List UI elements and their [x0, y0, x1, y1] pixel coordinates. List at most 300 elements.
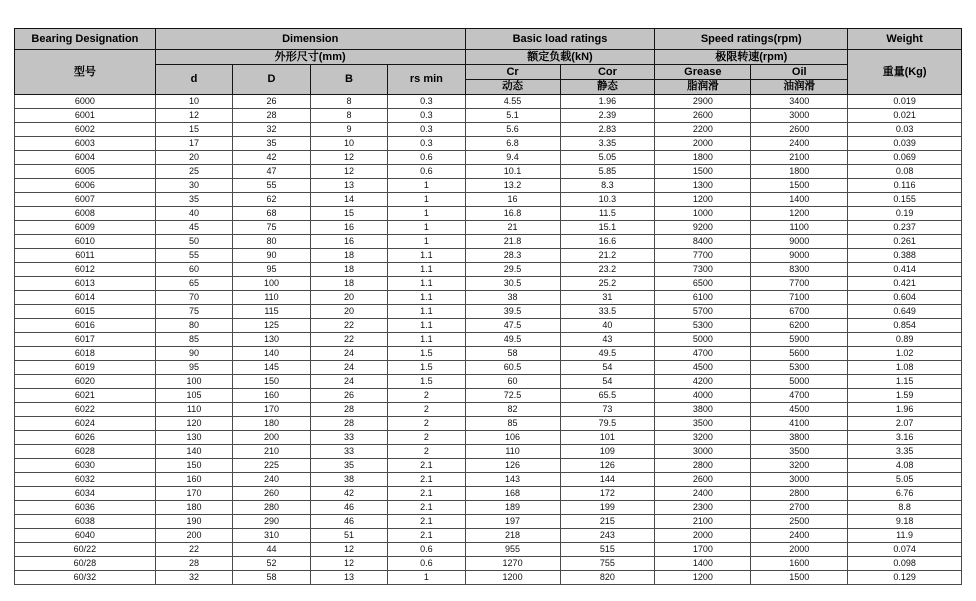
table-cell: 3.35: [848, 445, 962, 459]
table-cell: 9: [310, 123, 387, 137]
table-cell: 22: [310, 319, 387, 333]
table-cell: 140: [233, 347, 310, 361]
bearing-designation-cell: 6040: [15, 529, 156, 543]
table-row: [15, 305, 962, 319]
table-cell: 3000: [751, 109, 848, 123]
table-cell: 143: [465, 473, 560, 487]
table-cell: 20: [310, 305, 387, 319]
table-cell: 12: [310, 151, 387, 165]
table-cell: 126: [560, 459, 655, 473]
table-cell: 180: [155, 501, 232, 515]
table-cell: 0.854: [848, 319, 962, 333]
table-cell: 0.3: [388, 95, 465, 109]
bearing-designation-cell: 6017: [15, 333, 156, 347]
table-cell: 1.1: [388, 291, 465, 305]
table-cell: 2000: [751, 543, 848, 557]
table-row: [15, 137, 962, 151]
table-cell: 5000: [751, 375, 848, 389]
table-cell: 1.5: [388, 375, 465, 389]
table-cell: 33: [310, 445, 387, 459]
table-row: [15, 557, 962, 571]
table-cell: 150: [155, 459, 232, 473]
table-cell: 0.3: [388, 109, 465, 123]
table-cell: 3000: [751, 473, 848, 487]
table-row: [15, 375, 962, 389]
table-cell: 0.261: [848, 235, 962, 249]
table-cell: 72.5: [465, 389, 560, 403]
table-cell: 4100: [751, 417, 848, 431]
table-cell: 8400: [655, 235, 751, 249]
table-cell: 0.3: [388, 137, 465, 151]
table-cell: 55: [233, 179, 310, 193]
col-cr-cn: 动态: [465, 80, 560, 95]
col-speed-ratings-en: Speed ratings(rpm): [655, 29, 848, 50]
col-basic-load-ratings-en: Basic load ratings: [465, 29, 655, 50]
table-cell: 0.116: [848, 179, 962, 193]
bearing-designation-cell: 6008: [15, 207, 156, 221]
table-cell: 130: [233, 333, 310, 347]
table-cell: 40: [560, 319, 655, 333]
table-cell: 200: [155, 529, 232, 543]
table-cell: 120: [155, 417, 232, 431]
col-speed-ratings-cn: 极限转速(rpm): [655, 50, 848, 65]
table-cell: 1.1: [388, 263, 465, 277]
table-row: [15, 571, 962, 585]
col-grease-cn: 脂润滑: [655, 80, 751, 95]
table-cell: 1200: [655, 193, 751, 207]
table-cell: 75: [233, 221, 310, 235]
bearing-designation-cell: 6010: [15, 235, 156, 249]
table-cell: 2.1: [388, 487, 465, 501]
table-cell: 1.5: [388, 347, 465, 361]
bearing-designation-cell: 6019: [15, 361, 156, 375]
table-cell: 9200: [655, 221, 751, 235]
table-row: [15, 207, 962, 221]
table-cell: 30.5: [465, 277, 560, 291]
table-row: [15, 235, 962, 249]
bearing-designation-cell: 6001: [15, 109, 156, 123]
table-cell: 7700: [751, 277, 848, 291]
table-cell: 2400: [751, 137, 848, 151]
table-cell: 24: [310, 361, 387, 375]
table-cell: 100: [155, 375, 232, 389]
col-bearing-designation-cn: 型号: [15, 50, 156, 95]
table-cell: 1.1: [388, 249, 465, 263]
table-cell: 8: [310, 109, 387, 123]
table-cell: 58: [233, 571, 310, 585]
bearing-designation-cell: 6014: [15, 291, 156, 305]
table-row: [15, 123, 962, 137]
table-cell: 2.07: [848, 417, 962, 431]
table-cell: 23.2: [560, 263, 655, 277]
table-cell: 1600: [751, 557, 848, 571]
table-cell: 190: [155, 515, 232, 529]
bearing-designation-cell: 6020: [15, 375, 156, 389]
table-cell: 10.3: [560, 193, 655, 207]
table-cell: 1200: [465, 571, 560, 585]
bearing-designation-cell: 60/22: [15, 543, 156, 557]
table-cell: 243: [560, 529, 655, 543]
table-cell: 13: [310, 179, 387, 193]
table-cell: 1.5: [388, 361, 465, 375]
table-cell: 33.5: [560, 305, 655, 319]
table-cell: 32: [155, 571, 232, 585]
table-cell: 1: [388, 207, 465, 221]
table-cell: 280: [233, 501, 310, 515]
col-d: d: [155, 65, 232, 95]
table-cell: 1800: [751, 165, 848, 179]
table-cell: 1200: [655, 571, 751, 585]
table-cell: 0.421: [848, 277, 962, 291]
table-cell: 0.155: [848, 193, 962, 207]
table-cell: 31: [560, 291, 655, 305]
table-cell: 2: [388, 445, 465, 459]
table-cell: 12: [155, 109, 232, 123]
table-cell: 6200: [751, 319, 848, 333]
table-cell: 21.8: [465, 235, 560, 249]
table-cell: 2100: [655, 515, 751, 529]
table-cell: 2900: [655, 95, 751, 109]
table-cell: 5000: [655, 333, 751, 347]
table-cell: 25.2: [560, 277, 655, 291]
table-cell: 2600: [751, 123, 848, 137]
table-cell: 0.604: [848, 291, 962, 305]
table-cell: 1800: [655, 151, 751, 165]
table-cell: 4700: [655, 347, 751, 361]
col-oil-cn: 油润滑: [751, 80, 848, 95]
table-cell: 85: [465, 417, 560, 431]
table-cell: 1300: [655, 179, 751, 193]
table-cell: 4.08: [848, 459, 962, 473]
col-oil: Oil: [751, 65, 848, 80]
table-cell: 1.1: [388, 277, 465, 291]
table-cell: 110: [155, 403, 232, 417]
table-cell: 3.16: [848, 431, 962, 445]
table-row: [15, 151, 962, 165]
table-cell: 35: [155, 193, 232, 207]
table-row: [15, 431, 962, 445]
table-cell: 95: [233, 263, 310, 277]
table-row: [15, 249, 962, 263]
table-cell: 28: [310, 403, 387, 417]
table-cell: 820: [560, 571, 655, 585]
table-cell: 2.1: [388, 501, 465, 515]
table-cell: 6700: [751, 305, 848, 319]
bearing-designation-cell: 6021: [15, 389, 156, 403]
table-cell: 38: [310, 473, 387, 487]
table-cell: 140: [155, 445, 232, 459]
table-cell: 0.6: [388, 151, 465, 165]
table-cell: 80: [155, 319, 232, 333]
table-cell: 170: [233, 403, 310, 417]
table-cell: 5.05: [560, 151, 655, 165]
table-cell: 180: [233, 417, 310, 431]
table-row: [15, 263, 962, 277]
table-cell: 50: [155, 235, 232, 249]
table-row: [15, 333, 962, 347]
table-cell: 9.4: [465, 151, 560, 165]
table-row: [15, 193, 962, 207]
table-cell: 5300: [751, 361, 848, 375]
table-cell: 1.1: [388, 333, 465, 347]
table-cell: 0.069: [848, 151, 962, 165]
table-cell: 3400: [751, 95, 848, 109]
table-cell: 2.1: [388, 515, 465, 529]
table-row: [15, 95, 962, 109]
table-cell: 12: [310, 557, 387, 571]
table-row: [15, 347, 962, 361]
table-row: [15, 487, 962, 501]
table-cell: 0.388: [848, 249, 962, 263]
table-cell: 1.15: [848, 375, 962, 389]
table-cell: 199: [560, 501, 655, 515]
table-row: [15, 319, 962, 333]
table-cell: 79.5: [560, 417, 655, 431]
table-cell: 2200: [655, 123, 751, 137]
table-row: [15, 473, 962, 487]
col-B: B: [310, 65, 387, 95]
table-row: [15, 529, 962, 543]
table-cell: 105: [155, 389, 232, 403]
table-cell: 0.649: [848, 305, 962, 319]
table-cell: 0.414: [848, 263, 962, 277]
table-cell: 145: [233, 361, 310, 375]
table-cell: 28: [310, 417, 387, 431]
bearing-designation-cell: 6028: [15, 445, 156, 459]
table-row: [15, 179, 962, 193]
table-cell: 9000: [751, 249, 848, 263]
table-cell: 58: [465, 347, 560, 361]
bearing-designation-cell: 6013: [15, 277, 156, 291]
table-cell: 46: [310, 515, 387, 529]
bearing-designation-cell: 6007: [15, 193, 156, 207]
table-row: [15, 165, 962, 179]
table-cell: 24: [310, 347, 387, 361]
table-cell: 197: [465, 515, 560, 529]
table-cell: 8: [310, 95, 387, 109]
table-cell: 144: [560, 473, 655, 487]
table-cell: 3800: [751, 431, 848, 445]
table-cell: 260: [233, 487, 310, 501]
table-cell: 10: [155, 95, 232, 109]
table-cell: 5300: [655, 319, 751, 333]
table-cell: 2: [388, 417, 465, 431]
table-cell: 15: [310, 207, 387, 221]
table-row: [15, 109, 962, 123]
table-cell: 45: [155, 221, 232, 235]
table-cell: 1000: [655, 207, 751, 221]
table-cell: 3500: [751, 445, 848, 459]
table-row: [15, 403, 962, 417]
col-cor: Cor: [560, 65, 655, 80]
table-cell: 218: [465, 529, 560, 543]
bearing-designation-cell: 6032: [15, 473, 156, 487]
table-cell: 11.5: [560, 207, 655, 221]
table-cell: 1400: [751, 193, 848, 207]
table-cell: 0.6: [388, 165, 465, 179]
table-cell: 2.1: [388, 459, 465, 473]
table-cell: 28: [155, 557, 232, 571]
table-cell: 25: [155, 165, 232, 179]
table-cell: 0.03: [848, 123, 962, 137]
table-cell: 65: [155, 277, 232, 291]
table-cell: 47.5: [465, 319, 560, 333]
table-cell: 126: [465, 459, 560, 473]
table-cell: 170: [155, 487, 232, 501]
table-cell: 160: [155, 473, 232, 487]
table-cell: 75: [155, 305, 232, 319]
table-cell: 2800: [751, 487, 848, 501]
table-cell: 22: [310, 333, 387, 347]
table-cell: 73: [560, 403, 655, 417]
bearing-designation-cell: 6036: [15, 501, 156, 515]
table-cell: 1: [388, 193, 465, 207]
table-row: [15, 389, 962, 403]
table-cell: 3800: [655, 403, 751, 417]
table-cell: 0.19: [848, 207, 962, 221]
table-cell: 12: [310, 543, 387, 557]
table-row: [15, 417, 962, 431]
bearing-designation-cell: 60/28: [15, 557, 156, 571]
table-cell: 13: [310, 571, 387, 585]
table-cell: 13.2: [465, 179, 560, 193]
table-row: [15, 501, 962, 515]
table-cell: 38: [465, 291, 560, 305]
table-cell: 16.8: [465, 207, 560, 221]
table-cell: 8.3: [560, 179, 655, 193]
bearing-designation-cell: 6002: [15, 123, 156, 137]
table-cell: 12: [310, 165, 387, 179]
table-cell: 1.96: [848, 403, 962, 417]
table-cell: 1.59: [848, 389, 962, 403]
table-cell: 60: [465, 375, 560, 389]
col-weight-en: Weight: [848, 29, 962, 50]
bearing-designation-cell: 6003: [15, 137, 156, 151]
table-cell: 95: [155, 361, 232, 375]
table-cell: 17: [155, 137, 232, 151]
table-cell: 2000: [655, 137, 751, 151]
bearing-designation-cell: 6005: [15, 165, 156, 179]
table-cell: 51: [310, 529, 387, 543]
table-cell: 90: [155, 347, 232, 361]
table-cell: 1.08: [848, 361, 962, 375]
col-dimension-cn: 外形尺寸(mm): [155, 50, 465, 65]
bearing-designation-cell: 6034: [15, 487, 156, 501]
table-cell: 40: [155, 207, 232, 221]
table-cell: 2500: [751, 515, 848, 529]
table-row: [15, 291, 962, 305]
table-cell: 150: [233, 375, 310, 389]
table-cell: 7700: [655, 249, 751, 263]
table-cell: 2.1: [388, 473, 465, 487]
bearing-designation-cell: 6026: [15, 431, 156, 445]
table-cell: 16: [310, 221, 387, 235]
table-cell: 54: [560, 375, 655, 389]
table-cell: 1400: [655, 557, 751, 571]
bearing-designation-cell: 6038: [15, 515, 156, 529]
table-cell: 33: [310, 431, 387, 445]
table-cell: 32: [233, 123, 310, 137]
table-cell: 16: [465, 193, 560, 207]
table-cell: 26: [233, 95, 310, 109]
table-cell: 28: [233, 109, 310, 123]
table-cell: 5.85: [560, 165, 655, 179]
col-cr: Cr: [465, 65, 560, 80]
bearing-designation-cell: 6012: [15, 263, 156, 277]
table-cell: 1500: [751, 179, 848, 193]
bearing-designation-cell: 6030: [15, 459, 156, 473]
table-cell: 2.1: [388, 529, 465, 543]
table-cell: 1100: [751, 221, 848, 235]
table-cell: 0.08: [848, 165, 962, 179]
table-cell: 3000: [655, 445, 751, 459]
table-cell: 189: [465, 501, 560, 515]
col-grease: Grease: [655, 65, 751, 80]
table-cell: 109: [560, 445, 655, 459]
bearing-designation-cell: 6018: [15, 347, 156, 361]
table-cell: 1.1: [388, 305, 465, 319]
table-body: [15, 95, 962, 585]
table-cell: 5.1: [465, 109, 560, 123]
table-cell: 755: [560, 557, 655, 571]
bearing-designation-cell: 60/32: [15, 571, 156, 585]
table-cell: 49.5: [560, 347, 655, 361]
table-cell: 85: [155, 333, 232, 347]
table-cell: 1.1: [388, 319, 465, 333]
table-cell: 70: [155, 291, 232, 305]
table-cell: 2600: [655, 473, 751, 487]
table-cell: 68: [233, 207, 310, 221]
table-cell: 29.5: [465, 263, 560, 277]
table-row: [15, 459, 962, 473]
table-cell: 8300: [751, 263, 848, 277]
table-header: [15, 29, 962, 95]
table-cell: 11.9: [848, 529, 962, 543]
table-cell: 80: [233, 235, 310, 249]
table-cell: 0.129: [848, 571, 962, 585]
table-cell: 6500: [655, 277, 751, 291]
bearing-designation-cell: 6004: [15, 151, 156, 165]
table-cell: 100: [233, 277, 310, 291]
table-cell: 160: [233, 389, 310, 403]
header-row-subcols: [15, 65, 962, 80]
table-cell: 42: [233, 151, 310, 165]
table-cell: 43: [560, 333, 655, 347]
table-cell: 2400: [751, 529, 848, 543]
table-cell: 44: [233, 543, 310, 557]
col-dimension-en: Dimension: [155, 29, 465, 50]
table-cell: 60: [155, 263, 232, 277]
table-row: [15, 277, 962, 291]
table-cell: 15.1: [560, 221, 655, 235]
table-cell: 62: [233, 193, 310, 207]
table-cell: 515: [560, 543, 655, 557]
table-cell: 5600: [751, 347, 848, 361]
table-cell: 1270: [465, 557, 560, 571]
col-cor-cn: 静态: [560, 80, 655, 95]
table-cell: 0.3: [388, 123, 465, 137]
table-cell: 8.8: [848, 501, 962, 515]
table-cell: 2400: [655, 487, 751, 501]
table-cell: 20: [155, 151, 232, 165]
header-row-cn: [15, 50, 962, 65]
bearing-spec-table: [14, 28, 962, 585]
table-cell: 1: [388, 571, 465, 585]
table-cell: 0.019: [848, 95, 962, 109]
table-cell: 2600: [655, 109, 751, 123]
bearing-designation-cell: 6016: [15, 319, 156, 333]
table-cell: 1: [388, 179, 465, 193]
